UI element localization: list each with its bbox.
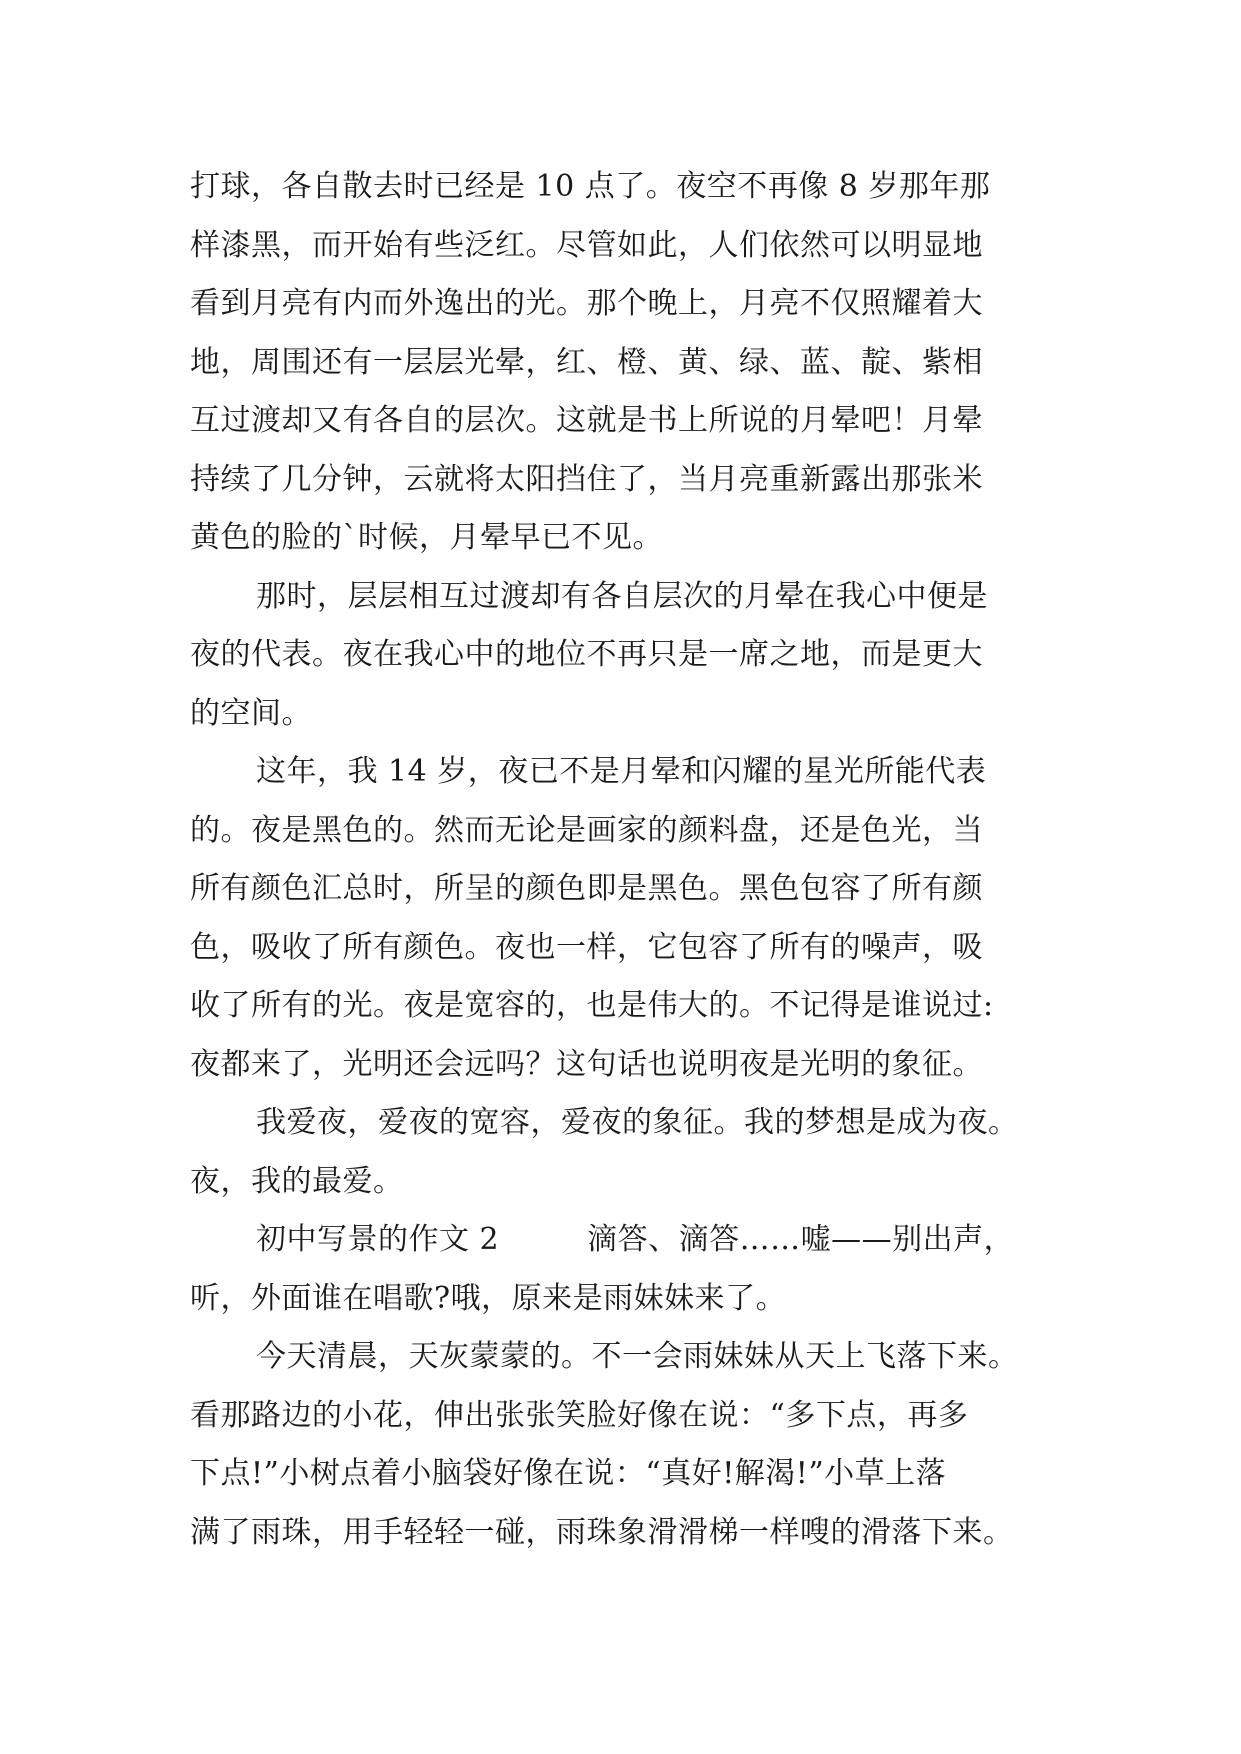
- text-line: 今天清晨，天灰蒙蒙的。不一会雨妹妹从天上飞落下来。: [256, 1339, 1019, 1374]
- text-line: 黄色的脸的`时候，月晕早已不见。: [190, 520, 663, 555]
- text-line: 夜的代表。夜在我心中的地位不再只是一席之地，而是更大: [190, 637, 983, 672]
- text-line: 互过渡却又有各自的层次。这就是书上所说的月晕吧！月晕: [190, 403, 983, 438]
- text-line: 这年，我 14 岁，夜已不是月晕和闪耀的星光所能代表: [256, 754, 987, 789]
- text-line: 夜，我的最爱。: [190, 1163, 404, 1199]
- text-line: 样漆黑，而开始有些泛红。尽管如此，人们依然可以明显地: [190, 227, 983, 263]
- text-line: 下点!”小树点着小脑袋好像在说：“真好!解渴!”小草上落: [190, 1456, 947, 1491]
- paragraph: [190, 1328, 1070, 1562]
- text-line: 的。夜是黑色的。然而无论是画家的颜料盘，还是色光，当: [190, 812, 983, 848]
- paragraph: [190, 1094, 1070, 1211]
- text-line: 的空间。: [190, 695, 312, 731]
- text-line: 我爱夜，爱夜的宽容，爱夜的象征。我的梦想是成为夜。: [256, 1105, 1019, 1140]
- essay-title: 初中写景的作文 2: [256, 1222, 500, 1257]
- text-line: 色，吸收了所有颜色。夜也一样，它包容了所有的噪声，吸: [190, 929, 983, 965]
- text-line: 满了雨珠，用手轻轻一碰，雨珠象滑滑梯一样嗖的滑落下来。: [190, 1514, 1014, 1550]
- text-line: 所有颜色汇总时，所呈的颜色即是黑色。黑色包容了所有颜: [190, 871, 983, 906]
- text-line: 持续了几分钟，云就将太阳挡住了，当月亮重新露出那张米: [190, 461, 983, 497]
- text-line: 那时，层层相互过渡却有各自层次的月晕在我心中便是: [256, 578, 988, 614]
- text-line: 听，外面谁在唱歌?哦，原来是雨妹妹来了。: [190, 1280, 787, 1316]
- text-line: 打球，各自散去时已经是 10 点了。夜空不再像 8 岁那年那: [190, 169, 991, 204]
- paragraph: [190, 1211, 1070, 1328]
- text-line: [190, 1211, 1070, 1270]
- text-line: 看到月亮有内而外逸出的光。那个晚上，月亮不仅照耀着大: [190, 286, 983, 321]
- paragraph: [190, 743, 1070, 1094]
- paragraph: [190, 568, 1070, 744]
- text-span: 滴答、滴答……嘘——别出声，: [587, 1222, 1015, 1257]
- text-line: 夜都来了，光明还会远吗？这句话也说明夜是光明的象征。: [190, 1046, 983, 1082]
- text-line: 收了所有的光。夜是宽容的，也是伟大的。不记得是谁说过:: [190, 988, 994, 1023]
- paragraph: [190, 158, 1070, 568]
- document-body: [190, 158, 1070, 1562]
- text-line: 看那路边的小花，伸出张张笑脸好像在说：“多下点，再多: [190, 1397, 969, 1433]
- text-line: 地，周围还有一层层光晕，红、橙、黄、绿、蓝、靛、紫相: [190, 344, 983, 380]
